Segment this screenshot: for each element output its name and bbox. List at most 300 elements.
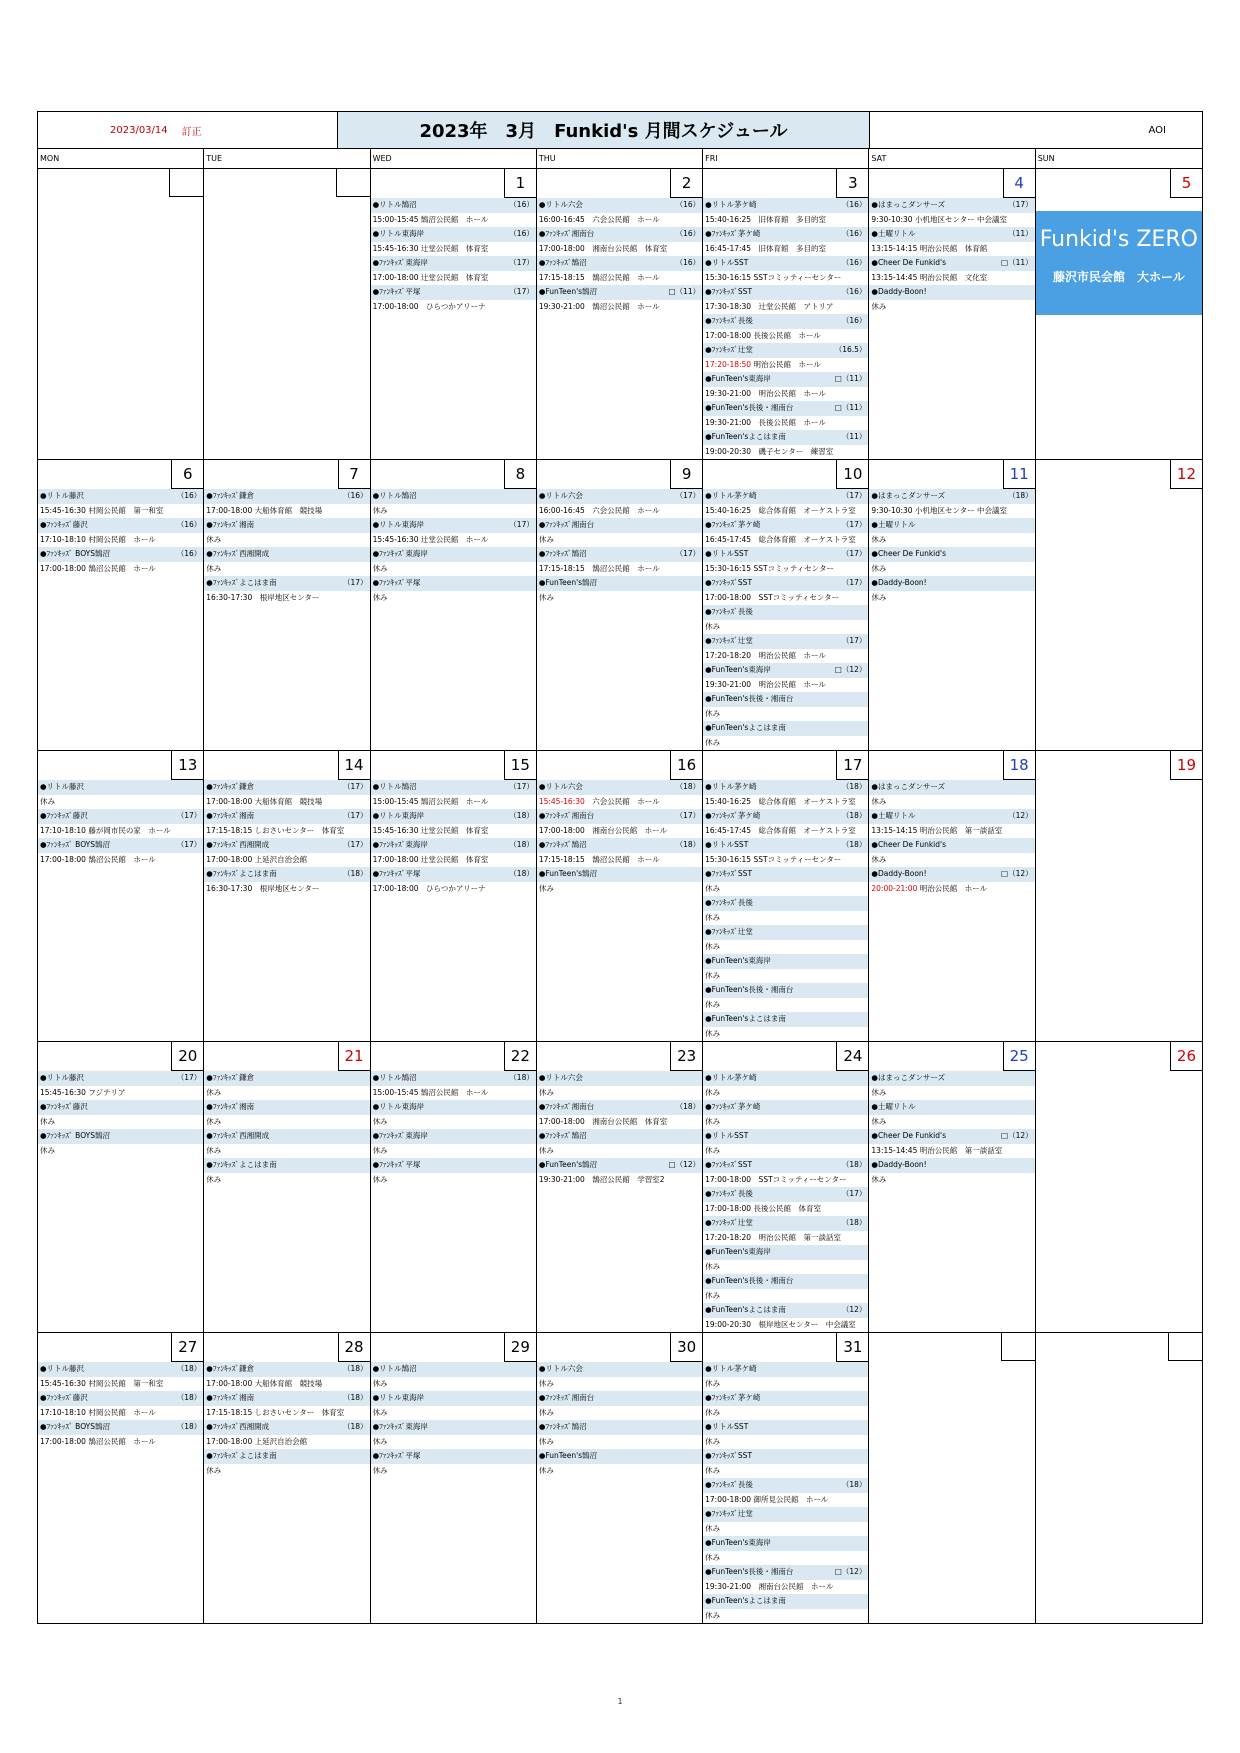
event-time-venue: 15:00-15:45 鵠沼公民館 ホール bbox=[372, 796, 489, 806]
event-time-venue: 19:30-21:00 鵠沼公民館 ホール bbox=[538, 301, 660, 311]
event-detail-row bbox=[703, 445, 868, 460]
event-time-venue: 17:15-18:15 鵠沼公民館 ホール bbox=[538, 272, 660, 282]
event-detail-row bbox=[371, 1464, 536, 1479]
event-detail-row bbox=[371, 1435, 536, 1450]
session-count: （18） bbox=[509, 1073, 534, 1082]
class-name: ●はまっこダンサーズ bbox=[871, 200, 946, 209]
event-time-venue: 15:30-16:15 SSTコミッティーセンター bbox=[705, 854, 842, 864]
event-detail-row bbox=[371, 1173, 536, 1188]
event-detail-row bbox=[703, 1464, 868, 1479]
event-name-row bbox=[703, 954, 868, 969]
event-name-row bbox=[38, 780, 203, 795]
session-count: （17） bbox=[343, 811, 368, 820]
event-detail-row bbox=[869, 882, 1034, 897]
event-name-row bbox=[703, 1100, 868, 1115]
class-name: ●ﾌｧﾝｷｯｽﾞ辻堂 bbox=[705, 1218, 753, 1227]
event-detail-row bbox=[204, 1406, 369, 1421]
event-time-venue: 休み bbox=[372, 1465, 388, 1475]
day-header bbox=[703, 1042, 868, 1071]
event-name-row bbox=[703, 809, 868, 824]
event-time-venue: 休み bbox=[206, 1116, 222, 1126]
event-detail-row bbox=[371, 1377, 536, 1392]
class-name: ●ﾌｧﾝｷｯｽﾞ東海岸 bbox=[372, 258, 428, 267]
event-time-venue: 17:15-18:15 鵠沼公民館 ホール bbox=[538, 563, 660, 573]
revision-info bbox=[38, 112, 338, 148]
event-detail-row bbox=[537, 1115, 702, 1130]
class-name: ●ﾌｧﾝｷｯｽﾞ湘南台 bbox=[538, 229, 595, 238]
day-cell bbox=[1036, 460, 1202, 750]
class-name: ●リトル六会 bbox=[538, 1364, 583, 1373]
event-detail-row bbox=[703, 1202, 868, 1217]
session-count: □（11） bbox=[834, 374, 867, 383]
class-name: ●ﾌｧﾝｷｯｽﾞ湘南台 bbox=[538, 520, 595, 529]
day-cell bbox=[38, 751, 204, 1041]
day-header bbox=[703, 460, 868, 489]
day-number: 28 bbox=[338, 1333, 370, 1362]
event-name-row bbox=[869, 489, 1034, 504]
schedule-sheet bbox=[37, 111, 1203, 1624]
event-name-row bbox=[703, 1391, 868, 1406]
event-name-row bbox=[204, 780, 369, 795]
class-name: ●FunTeen's長後・湘南台 bbox=[705, 1567, 794, 1576]
event-name-row bbox=[703, 489, 868, 504]
event-time-venue: 17:00-18:00 長後公民館 ホール bbox=[705, 330, 821, 340]
event-detail-row bbox=[537, 300, 702, 315]
event-name-row bbox=[204, 1449, 369, 1464]
class-name: ●ﾌｧﾝｷｯｽﾞ辻堂 bbox=[705, 636, 753, 645]
event-time-venue: 休み bbox=[705, 1610, 721, 1620]
day-number: 8 bbox=[504, 460, 536, 489]
class-name: ●ﾌｧﾝｷｯｽﾞ BOYS鵠沼 bbox=[40, 549, 111, 558]
week-row bbox=[38, 460, 1202, 751]
header-right-label: AOI bbox=[1148, 124, 1166, 136]
day-number: 29 bbox=[504, 1333, 536, 1362]
event-detail-row bbox=[537, 562, 702, 577]
event-name-row bbox=[537, 1158, 702, 1173]
day-number bbox=[1001, 1333, 1035, 1361]
event-name-row bbox=[204, 489, 369, 504]
event-detail-row bbox=[703, 358, 868, 373]
event-detail-row bbox=[703, 242, 868, 257]
event-name-row bbox=[204, 547, 369, 562]
event-time-venue: 17:00-18:00 湘南台公民館 ホール bbox=[538, 825, 668, 835]
class-name: ●ﾌｧﾝｷｯｽﾞ西湘開成 bbox=[206, 840, 270, 849]
event-time-venue: 15:45-16:30 フジテリア bbox=[40, 1087, 126, 1097]
event-time-venue: 休み bbox=[206, 1174, 222, 1184]
event-name-row bbox=[703, 1536, 868, 1551]
class-name: ●ﾌｧﾝｷｯｽﾞ西湘開成 bbox=[206, 1422, 270, 1431]
event-detail-row bbox=[371, 533, 536, 548]
event-detail-row bbox=[703, 1377, 868, 1392]
event-detail-row bbox=[204, 533, 369, 548]
event-time-venue: 休み bbox=[705, 1465, 721, 1475]
session-count: □（12） bbox=[1001, 869, 1033, 878]
event-name-row bbox=[537, 285, 702, 300]
day-cell bbox=[204, 751, 370, 1041]
event-detail-row bbox=[703, 533, 868, 548]
event-name-row bbox=[869, 227, 1034, 242]
event-detail-row bbox=[703, 1609, 868, 1624]
event-name-row bbox=[703, 547, 868, 562]
event-detail-row bbox=[537, 1464, 702, 1479]
class-name: ●リトル茅ケ崎 bbox=[705, 1364, 757, 1373]
session-count: （18） bbox=[343, 1422, 368, 1431]
event-name-row bbox=[537, 227, 702, 242]
day-cell bbox=[869, 751, 1035, 1041]
event-time-venue: 17:00-18:00 大船体育館 競技場 bbox=[206, 505, 323, 515]
event-time-venue: 休み bbox=[538, 592, 554, 602]
event-detail-row bbox=[869, 1086, 1034, 1101]
session-count: （12） bbox=[1008, 811, 1033, 820]
event-name-row bbox=[537, 1391, 702, 1406]
event-name-row bbox=[371, 256, 536, 271]
day-cell bbox=[1036, 169, 1202, 459]
event-detail-row bbox=[204, 1086, 369, 1101]
event-detail-row bbox=[38, 1406, 203, 1421]
event-detail-row bbox=[869, 824, 1034, 839]
session-count: （16） bbox=[675, 200, 701, 209]
class-name: ●FunTeen's長後・湘南台 bbox=[705, 1276, 794, 1285]
class-name: ●FunTeen's東海岸 bbox=[705, 956, 771, 965]
class-name: ●ﾌｧﾝｷｯｽﾞ鎌倉 bbox=[206, 1073, 255, 1082]
class-name: ●ﾌｧﾝｷｯｽﾞ平塚 bbox=[372, 869, 421, 878]
event-banner bbox=[1036, 211, 1202, 315]
class-name: ●リトル茅ケ崎 bbox=[705, 491, 757, 500]
day-number: 21 bbox=[338, 1042, 370, 1071]
day-number: 23 bbox=[670, 1042, 702, 1071]
event-time-venue: 17:00-18:00 辻堂公民館 体育室 bbox=[372, 272, 489, 282]
event-time-venue: 17:10-18:10 藤が岡市民の家 ホール bbox=[40, 825, 171, 835]
day-cell bbox=[371, 751, 537, 1041]
class-name: ●Daddy-Boon! bbox=[871, 869, 927, 878]
event-detail-row bbox=[703, 271, 868, 286]
session-count: （16.5） bbox=[834, 345, 867, 354]
event-name-row bbox=[371, 1449, 536, 1464]
event-time-venue: 休み bbox=[705, 970, 721, 980]
session-count: （16） bbox=[841, 229, 867, 238]
event-time-venue: 17:00-18:00 鵠沼公民館 ホール bbox=[40, 854, 156, 864]
event-detail-row bbox=[703, 1522, 868, 1537]
event-name-row bbox=[869, 256, 1034, 271]
class-name: ●ﾌｧﾝｷｯｽﾞ辻堂 bbox=[705, 345, 753, 354]
day-cell bbox=[537, 751, 703, 1041]
event-time-venue: 9:30-10:30 小机地区センター 中会議室 bbox=[871, 505, 1008, 515]
class-name: ●ﾌｧﾝｷｯｽﾞ鎌倉 bbox=[206, 491, 255, 500]
class-name: ●リトル鵠沼 bbox=[372, 782, 417, 791]
event-time-venue: 休み bbox=[705, 941, 721, 951]
session-count: （16） bbox=[509, 229, 534, 238]
event-detail-row bbox=[703, 678, 868, 693]
event-name-row bbox=[371, 1071, 536, 1086]
session-count: （16） bbox=[675, 229, 701, 238]
class-name: ●リトル東海岸 bbox=[372, 811, 425, 820]
event-detail-row bbox=[204, 795, 369, 810]
event-name-row bbox=[703, 1362, 868, 1377]
day-header bbox=[869, 169, 1034, 198]
event-name-row bbox=[537, 809, 702, 824]
event-detail-row bbox=[38, 1086, 203, 1101]
event-name-row bbox=[703, 285, 868, 300]
event-time-venue: 17:00-18:00 SSTコミッティーセンター bbox=[705, 1174, 847, 1184]
event-time-venue: 9:30-10:30 小机地区センター 中会議室 bbox=[871, 214, 1008, 224]
class-name: ●Cheer De Funkid's bbox=[871, 549, 946, 558]
day-cell bbox=[38, 1042, 204, 1332]
day-cell bbox=[204, 460, 370, 750]
class-name: ●FunTeen's長後・湘南台 bbox=[705, 694, 794, 703]
day-cell bbox=[371, 1042, 537, 1332]
event-name-row bbox=[869, 1071, 1034, 1086]
weekday-sun: SUN bbox=[1037, 154, 1055, 163]
event-detail-row bbox=[703, 1289, 868, 1304]
class-name: ●リトル鵠沼 bbox=[372, 1364, 417, 1373]
day-number: 5 bbox=[1170, 169, 1202, 198]
event-name-row bbox=[703, 721, 868, 736]
event-time-venue: 休み bbox=[871, 563, 887, 573]
session-count: （18） bbox=[1008, 491, 1033, 500]
class-name: ●FunTeen's東海岸 bbox=[705, 374, 771, 383]
class-name: ●FunTeen's鵠沼 bbox=[538, 1451, 598, 1460]
event-time-venue: 15:45-16:30 辻堂公民館 体育室 bbox=[372, 825, 489, 835]
class-name: ●リトル六会 bbox=[538, 491, 583, 500]
event-detail-row bbox=[869, 533, 1034, 548]
event-detail-row bbox=[703, 562, 868, 577]
class-name: ●ﾌｧﾝｷｯｽﾞ藤沢 bbox=[40, 811, 88, 820]
class-name: ●FunTeen'sよこはま南 bbox=[705, 1596, 786, 1605]
event-detail-row bbox=[537, 1435, 702, 1450]
day-header bbox=[1036, 1042, 1202, 1071]
day-number: 27 bbox=[171, 1333, 203, 1362]
event-name-row bbox=[703, 430, 868, 445]
class-name: ●リトルSST bbox=[705, 1422, 749, 1431]
class-name: ●ﾌｧﾝｷｯｽﾞ湘南 bbox=[206, 1393, 255, 1402]
event-time-venue: 休み bbox=[705, 737, 721, 747]
calendar-grid bbox=[38, 169, 1202, 1623]
class-name: ●リトル藤沢 bbox=[40, 491, 85, 500]
class-name: ●ﾌｧﾝｷｯｽﾞSST bbox=[705, 1160, 753, 1169]
session-count: （17） bbox=[841, 520, 867, 529]
event-name-row bbox=[537, 838, 702, 853]
class-name: ●FunTeen'sよこはま南 bbox=[705, 1305, 786, 1314]
day-header bbox=[38, 1333, 203, 1362]
event-name-row bbox=[869, 1158, 1034, 1173]
class-name: ●ﾌｧﾝｷｯｽﾞ BOYS鵠沼 bbox=[40, 1422, 111, 1431]
class-name: ●Daddy-Boon! bbox=[871, 578, 927, 587]
event-time-venue: 休み bbox=[206, 1465, 222, 1475]
class-name: ●リトル鵠沼 bbox=[372, 1073, 417, 1082]
class-name: ●リトルSST bbox=[705, 1131, 749, 1140]
class-name: ●土曜リトル bbox=[871, 229, 916, 238]
event-name-row bbox=[703, 1187, 868, 1202]
day-number: 13 bbox=[171, 751, 203, 780]
day-cell bbox=[38, 460, 204, 750]
event-detail-row bbox=[703, 882, 868, 897]
event-name-row bbox=[38, 838, 203, 853]
event-name-row bbox=[703, 867, 868, 882]
day-cell bbox=[38, 1333, 204, 1623]
event-time-venue: 16:30-17:30 根岸地区センター bbox=[206, 592, 320, 602]
event-detail-row bbox=[204, 1115, 369, 1130]
session-count: □（11） bbox=[834, 403, 867, 412]
event-name-row bbox=[371, 547, 536, 562]
event-time-venue: 15:45-16:30 辻堂公民館 体育室 bbox=[372, 243, 489, 253]
event-time-venue: 15:45-16:30 bbox=[538, 796, 585, 806]
class-name: ●ﾌｧﾝｷｯｽﾞ辻堂 bbox=[705, 1509, 753, 1518]
event-name-row bbox=[371, 780, 536, 795]
session-count: （17） bbox=[675, 549, 701, 558]
class-name: ●ﾌｧﾝｷｯｽﾞ東海岸 bbox=[372, 840, 428, 849]
event-time-venue: 15:30-16:15 SSTコミッティセンター bbox=[705, 563, 834, 573]
class-name: ●リトル藤沢 bbox=[40, 1073, 85, 1082]
session-count: （11） bbox=[841, 432, 867, 441]
event-time-venue: 13:15-14:45 明治公民館 第一談話室 bbox=[871, 1145, 1003, 1155]
event-name-row bbox=[703, 925, 868, 940]
class-name: ●リトル東海岸 bbox=[372, 520, 425, 529]
event-detail-row bbox=[869, 1144, 1034, 1159]
class-name: ●FunTeen's東海岸 bbox=[705, 665, 771, 674]
day-number bbox=[169, 169, 203, 197]
session-count: （18） bbox=[343, 1393, 368, 1402]
event-detail-row bbox=[869, 213, 1034, 228]
event-time-venue: 16:00-16:45 六会公民館 ホール bbox=[538, 505, 660, 515]
session-count: □（11） bbox=[668, 287, 701, 296]
event-time-venue: 19:30-21:00 長後公民館 ホール bbox=[705, 417, 826, 427]
event-detail-row bbox=[537, 504, 702, 519]
session-count: （16） bbox=[841, 258, 867, 267]
event-name-row bbox=[703, 692, 868, 707]
event-detail-row bbox=[869, 242, 1034, 257]
day-header bbox=[204, 460, 369, 489]
event-time-venue: 休み bbox=[206, 563, 222, 573]
event-name-row bbox=[703, 1565, 868, 1580]
event-name-row bbox=[38, 1420, 203, 1435]
class-name: ●FunTeen's長後・湘南台 bbox=[705, 403, 794, 412]
class-name: ●ﾌｧﾝｷｯｽﾞ長後 bbox=[705, 1480, 753, 1489]
session-count: （18） bbox=[841, 1218, 867, 1227]
event-detail-row bbox=[703, 1406, 868, 1421]
day-number: 18 bbox=[1003, 751, 1035, 780]
day-header bbox=[371, 1333, 536, 1362]
class-name: ●ﾌｧﾝｷｯｽﾞ長後 bbox=[705, 898, 753, 907]
event-detail-row bbox=[537, 242, 702, 257]
class-name: ●ﾌｧﾝｷｯｽﾞ鵠沼 bbox=[538, 840, 587, 849]
session-count: （18） bbox=[841, 811, 867, 820]
day-cell bbox=[869, 460, 1035, 750]
class-name: ●FunTeen's長後・湘南台 bbox=[705, 985, 794, 994]
day-number: 2 bbox=[670, 169, 702, 198]
event-name-row bbox=[869, 285, 1034, 300]
class-name: ●ﾌｧﾝｷｯｽﾞ湘南 bbox=[206, 520, 255, 529]
class-name: ●リトル茅ケ崎 bbox=[705, 200, 757, 209]
event-name-row bbox=[204, 838, 369, 853]
event-time-venue: 休み bbox=[705, 1145, 721, 1155]
session-count: （17） bbox=[1008, 200, 1033, 209]
event-name-row bbox=[869, 809, 1034, 824]
event-time-venue: 17:00-18:00 湘南台公民館 体育室 bbox=[538, 1116, 668, 1126]
event-time-venue: 休み bbox=[372, 1145, 388, 1155]
session-count: （18） bbox=[675, 782, 701, 791]
day-number: 25 bbox=[1003, 1042, 1035, 1071]
event-time-venue: 20:00-21:00 bbox=[871, 883, 918, 893]
event-time-venue: 休み bbox=[40, 1145, 55, 1155]
event-name-row bbox=[703, 372, 868, 387]
event-detail-row bbox=[703, 1260, 868, 1275]
session-count: （18） bbox=[509, 869, 534, 878]
class-name: ●ﾌｧﾝｷｯｽﾞ平塚 bbox=[372, 1451, 421, 1460]
day-header bbox=[869, 460, 1034, 489]
event-time-venue: 休み bbox=[372, 505, 388, 515]
event-time-venue: 休み bbox=[705, 912, 721, 922]
event-name-row bbox=[38, 1391, 203, 1406]
event-detail-row bbox=[703, 911, 868, 926]
session-count: （18） bbox=[675, 1102, 701, 1111]
event-time-venue: 休み bbox=[538, 883, 554, 893]
event-name-row bbox=[38, 1362, 203, 1377]
day-number: 19 bbox=[1170, 751, 1202, 780]
event-name-row bbox=[371, 1391, 536, 1406]
event-name-row bbox=[537, 576, 702, 591]
day-header bbox=[204, 1042, 369, 1071]
event-detail-row bbox=[869, 591, 1034, 606]
event-name-row bbox=[537, 1362, 702, 1377]
event-time-venue: 17:15-18:15 しおさいセンター 体育室 bbox=[206, 1407, 345, 1417]
event-time-venue: 休み bbox=[538, 1436, 554, 1446]
event-time-venue: 休み bbox=[372, 1174, 388, 1184]
session-count: （18） bbox=[176, 1364, 202, 1373]
event-detail-row bbox=[703, 1086, 868, 1101]
session-count: （16） bbox=[841, 316, 867, 325]
day-header bbox=[537, 460, 702, 489]
day-cell bbox=[1036, 751, 1202, 1041]
class-name: ●ﾌｧﾝｷｯｽﾞSST bbox=[705, 869, 753, 878]
event-time-venue: 17:00-18:00 SSTコミッティセンター bbox=[705, 592, 840, 602]
event-name-row bbox=[537, 518, 702, 533]
class-name: ●ﾌｧﾝｷｯｽﾞSST bbox=[705, 578, 753, 587]
day-number: 15 bbox=[504, 751, 536, 780]
event-time-venue: 休み bbox=[538, 1378, 554, 1388]
day-number: 31 bbox=[836, 1333, 868, 1362]
event-time-venue: 休み bbox=[372, 1436, 388, 1446]
day-header bbox=[371, 751, 536, 780]
event-detail-row bbox=[371, 795, 536, 810]
event-time-venue: 15:00-15:45 鵠沼公民館 ホール bbox=[372, 214, 489, 224]
event-time-venue: 休み bbox=[372, 1407, 388, 1417]
event-detail-row bbox=[371, 1144, 536, 1159]
day-number bbox=[336, 169, 370, 197]
class-name: ●ﾌｧﾝｷｯｽﾞ茅ケ崎 bbox=[705, 1393, 761, 1402]
event-time-venue: 休み bbox=[705, 883, 721, 893]
event-detail-row bbox=[371, 242, 536, 257]
day-header bbox=[1036, 751, 1202, 780]
class-name: ●ﾌｧﾝｷｯｽﾞ鎌倉 bbox=[206, 782, 255, 791]
event-name-row bbox=[537, 1129, 702, 1144]
event-time-venue: 17:00-18:00 鵠沼公民館 ホール bbox=[40, 563, 156, 573]
class-name: ●FunTeen's東海岸 bbox=[705, 1538, 771, 1547]
event-detail-row bbox=[869, 300, 1034, 315]
class-name: ●ﾌｧﾝｷｯｽﾞ鵠沼 bbox=[538, 1131, 587, 1140]
event-detail-row bbox=[703, 998, 868, 1013]
event-name-row bbox=[204, 867, 369, 882]
class-name: ●FunTeen's鵠沼 bbox=[538, 287, 598, 296]
event-name-row bbox=[537, 547, 702, 562]
event-time-venue: 休み bbox=[871, 854, 887, 864]
class-name: ●ﾌｧﾝｷｯｽﾞ鵠沼 bbox=[538, 258, 587, 267]
event-detail-row bbox=[703, 940, 868, 955]
day-header bbox=[537, 1333, 702, 1362]
session-count: （16） bbox=[343, 491, 368, 500]
event-time-venue: 休み bbox=[705, 999, 721, 1009]
day-header bbox=[869, 1333, 1034, 1362]
day-header bbox=[204, 751, 369, 780]
